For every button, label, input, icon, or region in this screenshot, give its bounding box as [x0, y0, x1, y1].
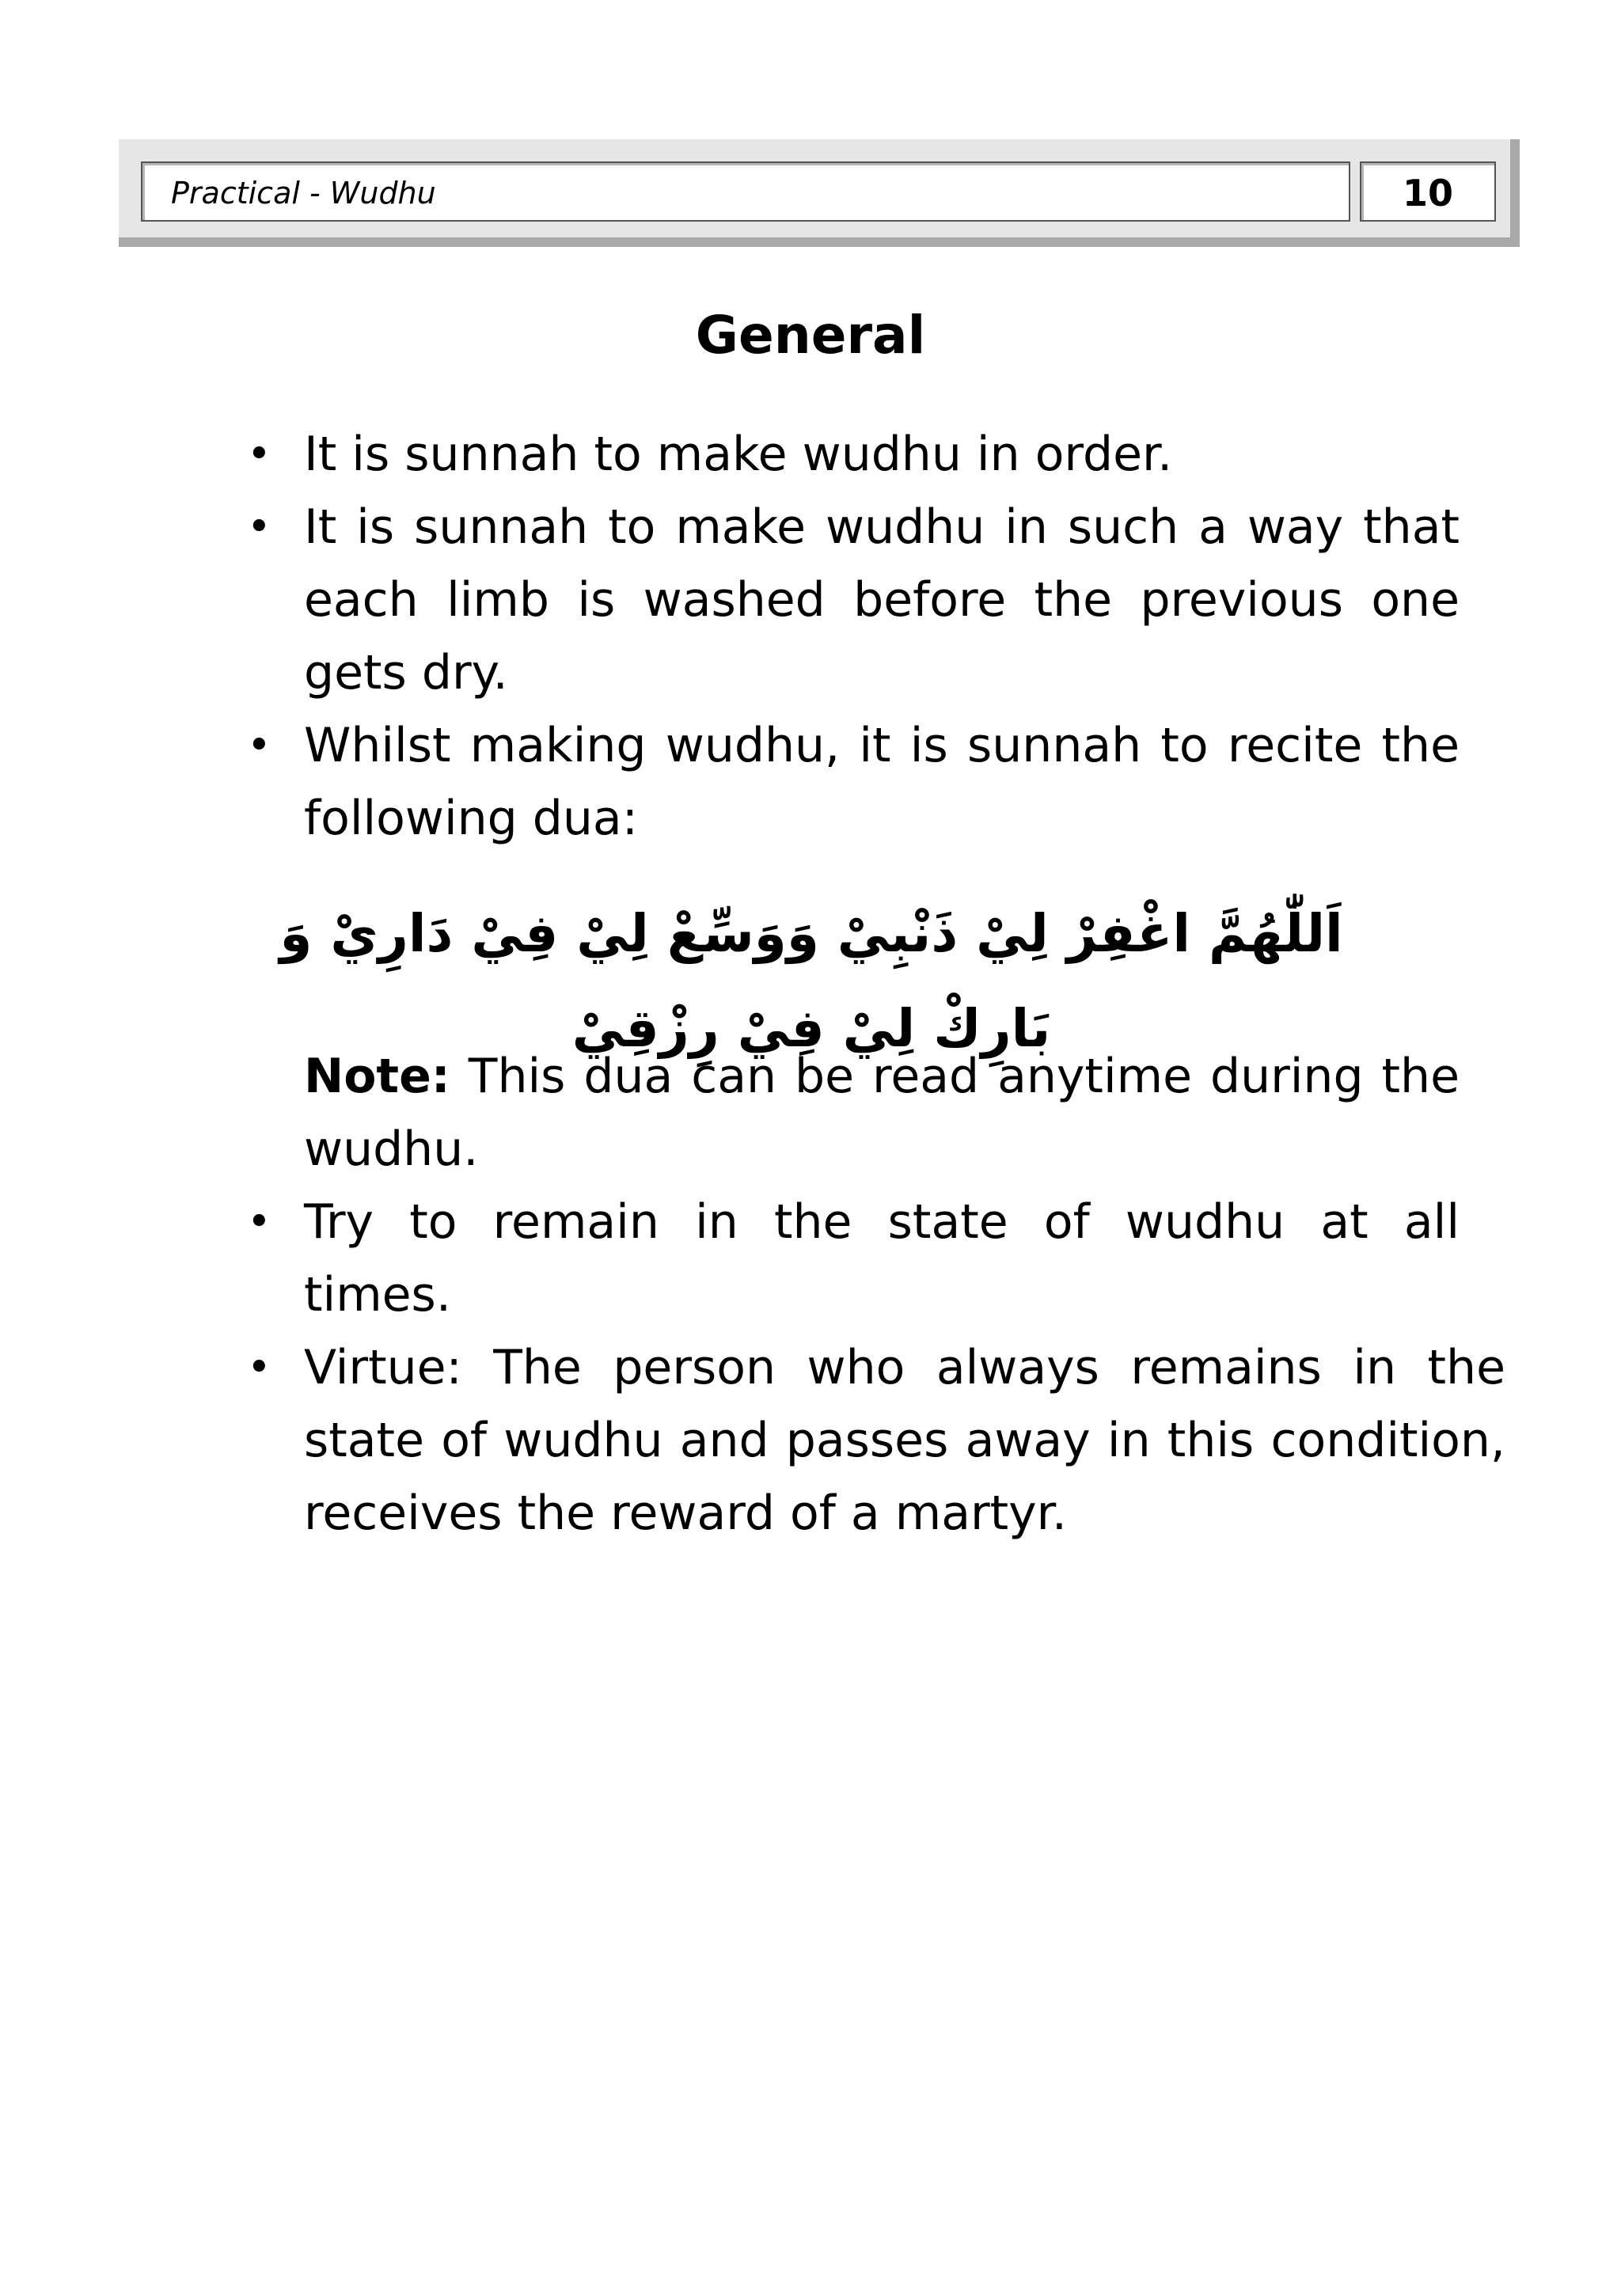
bullet-marker: •: [247, 1198, 271, 1246]
bullet-marker: •: [247, 431, 271, 478]
section-heading: General: [695, 305, 926, 366]
bullet-item-4: [304, 1186, 1460, 1331]
note-line: [304, 1040, 1460, 1113]
header-title: Practical - Wudhu: [171, 176, 436, 211]
bullet-text-line: Whilst making wudhu, it is sunnah to recite the: [304, 718, 1460, 773]
bullet-text-line: each limb is washed before the previous one: [304, 572, 1460, 628]
bullet-text-line: gets dry.: [304, 645, 508, 700]
bullet-item-3: [304, 709, 1460, 855]
bullet-text-line: receives the reward of a martyr.: [304, 1486, 1067, 1541]
bullet-marker: •: [247, 503, 271, 551]
bullet-text-line: It is sunnah to make wudhu in order.: [304, 427, 1173, 482]
bullet-marker: •: [247, 722, 271, 769]
note-text: This dua can be read anytime during the: [450, 1049, 1460, 1104]
dua-arabic: اَللّٰهُمَّ اغْفِرْ لِيْ ذَنْبِيْ وَوَسِّعْ لِيْ فِيْ دَارِيْ وَ بَارِكْ لِيْ فِيْ رِزْقِيْ: [279, 903, 1343, 1059]
note-line: wudhu.: [304, 1121, 479, 1177]
bullet-text-line: Virtue: The person who always remains in the: [304, 1340, 1505, 1395]
page-header: [119, 139, 1520, 247]
bullet-text-line: following dua:: [304, 791, 638, 846]
bullet-marker: •: [247, 1344, 271, 1391]
bullet-text-line: Try to remain in the state of wudhu at all: [304, 1194, 1460, 1250]
header-title-box: [141, 161, 1350, 222]
note-label: Note:: [304, 1049, 450, 1104]
bullet-item-5: [304, 1331, 1505, 1550]
page-number-box: [1360, 161, 1496, 222]
bullet-text-line: It is sunnah to make wudhu in such a way that: [304, 499, 1460, 555]
note-block: [304, 1040, 1460, 1186]
bullet-text-line: times.: [304, 1267, 451, 1323]
bullet-item-2: [304, 491, 1460, 709]
bullet-item-1: [304, 418, 1460, 491]
bullet-text-line: state of wudhu and passes away in this condition,: [304, 1413, 1505, 1468]
page-number: 10: [1402, 172, 1453, 214]
